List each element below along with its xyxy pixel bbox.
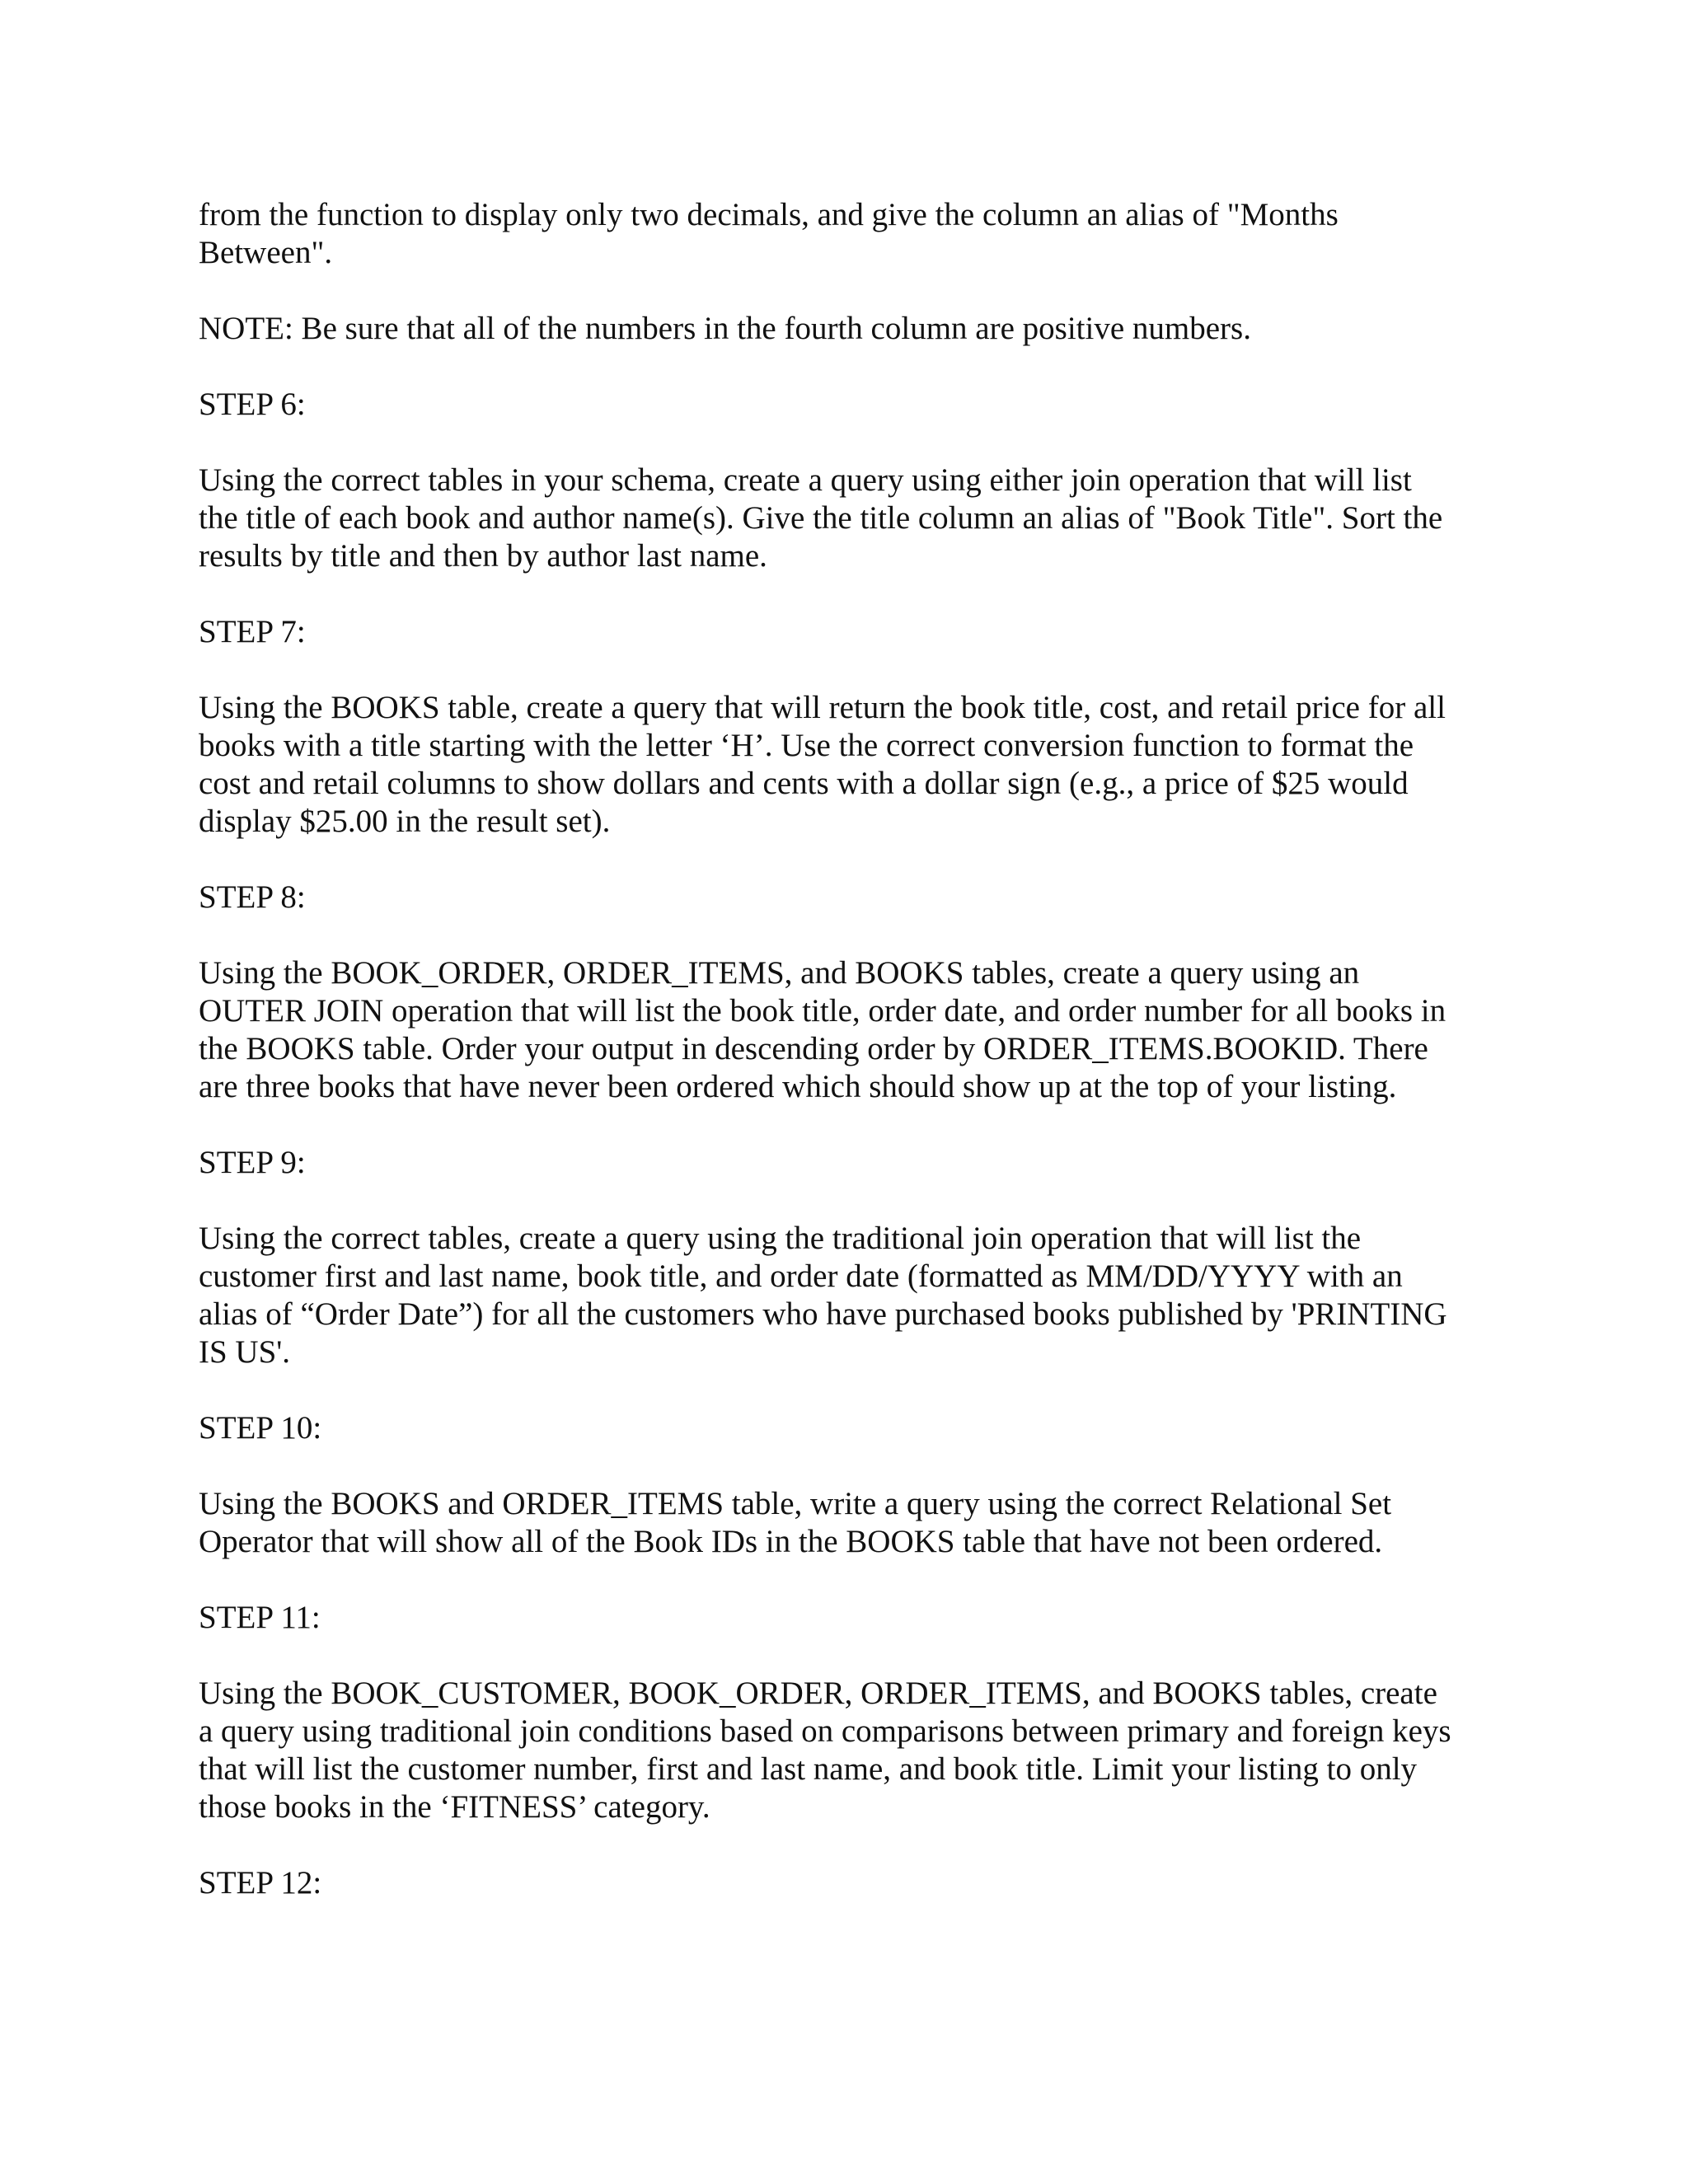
heading-step-12: STEP 12: — [199, 1865, 322, 1900]
heading-step-7: STEP 7: — [199, 614, 306, 649]
paragraph-step-8: Using the BOOK_ORDER, ORDER_ITEMS, and BOOKS tables, create a query using an OUTER JOIN operation that will list the book title, order date, and order number for all books in the BOOKS table. Order your output in descending order by ORDER_ITEMS.BOOKID. There are three books that have never been ordered which should show up at the top of your listing. — [199, 955, 1447, 1104]
paragraph-step-7: Using the BOOKS table, create a query that will return the book title, cost, and retail price for all books with a title starting with the letter ‘H’. Use the correct conversion function to format the cost and retail columns to show dollars and cents with a dollar sign (e.g., a price of $25 would display $25.00 in the result set). — [199, 690, 1446, 839]
paragraph-step-6: Using the correct tables in your schema, create a query using either join operation that will list the title of each book and author name(s). Give the title column an alias of "Book Title". Sort the results by title and then by author last name. — [199, 462, 1443, 574]
paragraph-note: NOTE: Be sure that all of the numbers in the fourth column are positive numbers. — [199, 311, 1251, 346]
heading-step-8: STEP 8: — [199, 879, 306, 915]
document-page — [199, 196, 1517, 1902]
paragraph-months-between-continuation: from the function to display only two decimals, and give the column an alias of "Months Between". — [199, 197, 1339, 270]
heading-step-10: STEP 10: — [199, 1410, 322, 1446]
heading-step-6: STEP 6: — [199, 387, 306, 422]
heading-step-9: STEP 9: — [199, 1145, 306, 1180]
paragraph-step-10: Using the BOOKS and ORDER_ITEMS table, write a query using the correct Relational Set Operator that will show all of the Book IDs in the BOOKS table that have not been ordered. — [199, 1486, 1392, 1559]
paragraph-step-11: Using the BOOK_CUSTOMER, BOOK_ORDER, ORDER_ITEMS, and BOOKS tables, create a query using traditional join conditions based on comparisons between primary and foreign keys that will list the customer number, first and last name, and book title. Limit your listing to only those books in the ‘FITNESS’ category. — [199, 1675, 1451, 1825]
paragraph-step-9: Using the correct tables, create a query using the traditional join operation that will list the customer first and last name, book title, and order date (formatted as MM/DD/YYYY with an alias of “Order Date”) for all the customers who have purchased books published by 'PRINTING IS US'. — [199, 1221, 1447, 1370]
heading-step-11: STEP 11: — [199, 1600, 321, 1635]
